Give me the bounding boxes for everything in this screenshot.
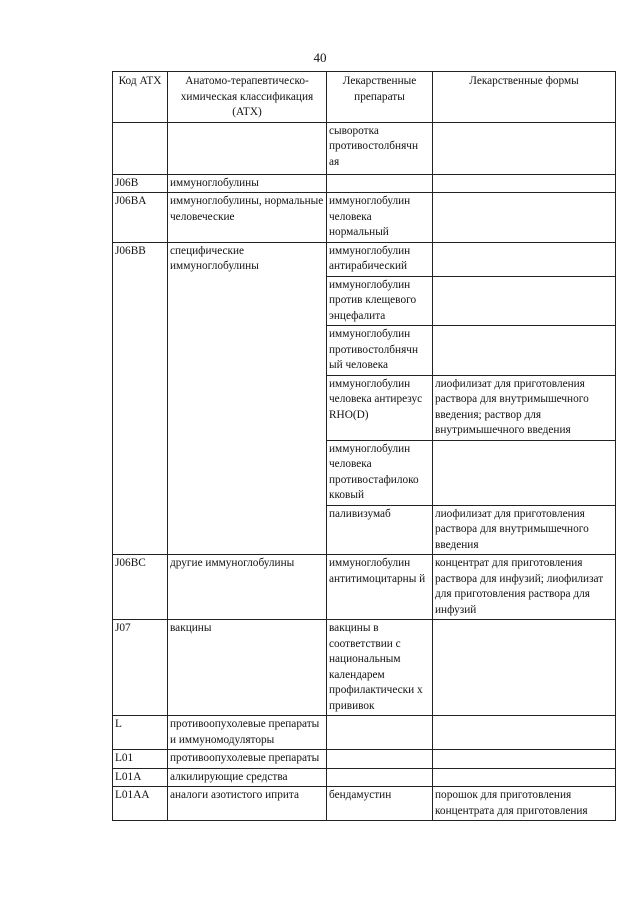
table-row xyxy=(113,768,616,787)
atx-classification-cell: аналоги азотистого иприта xyxy=(168,787,327,821)
atx-code-cell: J06BB xyxy=(113,242,168,555)
page-number: 40 xyxy=(313,50,327,65)
atx-code-cell: L01 xyxy=(113,750,168,769)
dosage-form-cell xyxy=(433,326,616,376)
dosage-form-cell: лиофилизат для приготовления раствора для внутримышечного введения; раствор для внутримышечного введения xyxy=(433,375,616,440)
table-row xyxy=(113,716,616,750)
atx-classification-cell: противоопухолевые препараты xyxy=(168,750,327,769)
header-drugs: Лекарственные препараты xyxy=(327,72,433,123)
drug-cell: иммуноглобулин человека антирезус RHO(D) xyxy=(327,375,433,440)
dosage-form-cell xyxy=(433,174,616,193)
table-body xyxy=(113,122,616,821)
drug-cell: бендамустин xyxy=(327,787,433,821)
header-dosage-forms: Лекарственные формы xyxy=(433,72,616,123)
table-row xyxy=(113,787,616,821)
table-row xyxy=(113,242,616,276)
drug-cell xyxy=(327,174,433,193)
table-row xyxy=(113,555,616,620)
table-row xyxy=(113,750,616,769)
drug-cell: сыворотка противостолбнячн ая xyxy=(327,122,433,174)
drug-cell: иммуноглобулин человека противостафилоко кковый xyxy=(327,440,433,505)
table-row xyxy=(113,174,616,193)
header-atx-code: Код ATX xyxy=(113,72,168,123)
table-row xyxy=(113,193,616,243)
dosage-form-cell: порошок для приготовления концентрата для приготовления xyxy=(433,787,616,821)
atx-classification-cell: алкилирующие средства xyxy=(168,768,327,787)
atx-classification-cell: специфические иммуноглобулины xyxy=(168,242,327,555)
atx-code-cell: J06BA xyxy=(113,193,168,243)
atx-code-cell: L xyxy=(113,716,168,750)
dosage-form-cell xyxy=(433,122,616,174)
table-row xyxy=(113,122,616,174)
dosage-form-cell xyxy=(433,750,616,769)
drug-cell: вакцины в соответствии с национальным календарем профилактически х прививок xyxy=(327,620,433,716)
dosage-form-cell xyxy=(433,276,616,326)
drug-cell: паливизумаб xyxy=(327,505,433,555)
drug-cell: иммуноглобулин противостолбнячн ый человека xyxy=(327,326,433,376)
dosage-form-cell xyxy=(433,193,616,243)
atx-classification-cell xyxy=(168,122,327,174)
table-row xyxy=(113,620,616,716)
drug-cell: иммуноглобулин человека нормальный xyxy=(327,193,433,243)
atx-code-cell xyxy=(113,122,168,174)
drug-cell xyxy=(327,768,433,787)
atx-code-cell: J06B xyxy=(113,174,168,193)
dosage-form-cell: концентрат для приготовления раствора для инфузий; лиофилизат для приготовления раствора для инфузий xyxy=(433,555,616,620)
drug-cell: иммуноглобулин против клещевого энцефалита xyxy=(327,276,433,326)
atx-code-cell: L01AA xyxy=(113,787,168,821)
atx-table xyxy=(112,71,616,821)
atx-classification-cell: иммуноглобулины, нормальные человеческие xyxy=(168,193,327,243)
drug-cell xyxy=(327,750,433,769)
atx-code-cell: J06BC xyxy=(113,555,168,620)
dosage-form-cell xyxy=(433,716,616,750)
atx-classification-cell: противоопухолевые препараты и иммуномодуляторы xyxy=(168,716,327,750)
header-atx-classification: Анатомо-терапевтическо-химическая классификация (ATX) xyxy=(168,72,327,123)
drug-cell: иммуноглобулин антирабический xyxy=(327,242,433,276)
atx-classification-cell: иммуноглобулины xyxy=(168,174,327,193)
dosage-form-cell xyxy=(433,242,616,276)
atx-code-cell: L01A xyxy=(113,768,168,787)
table-header-row xyxy=(113,72,616,123)
dosage-form-cell xyxy=(433,768,616,787)
drug-cell xyxy=(327,716,433,750)
dosage-form-cell: лиофилизат для приготовления раствора для внутримышечного введения xyxy=(433,505,616,555)
atx-classification-cell: другие иммуноглобулины xyxy=(168,555,327,620)
atx-code-cell: J07 xyxy=(113,620,168,716)
atx-classification-cell: вакцины xyxy=(168,620,327,716)
dosage-form-cell xyxy=(433,440,616,505)
dosage-form-cell xyxy=(433,620,616,716)
drug-cell: иммуноглобулин антитимоцитарны й xyxy=(327,555,433,620)
